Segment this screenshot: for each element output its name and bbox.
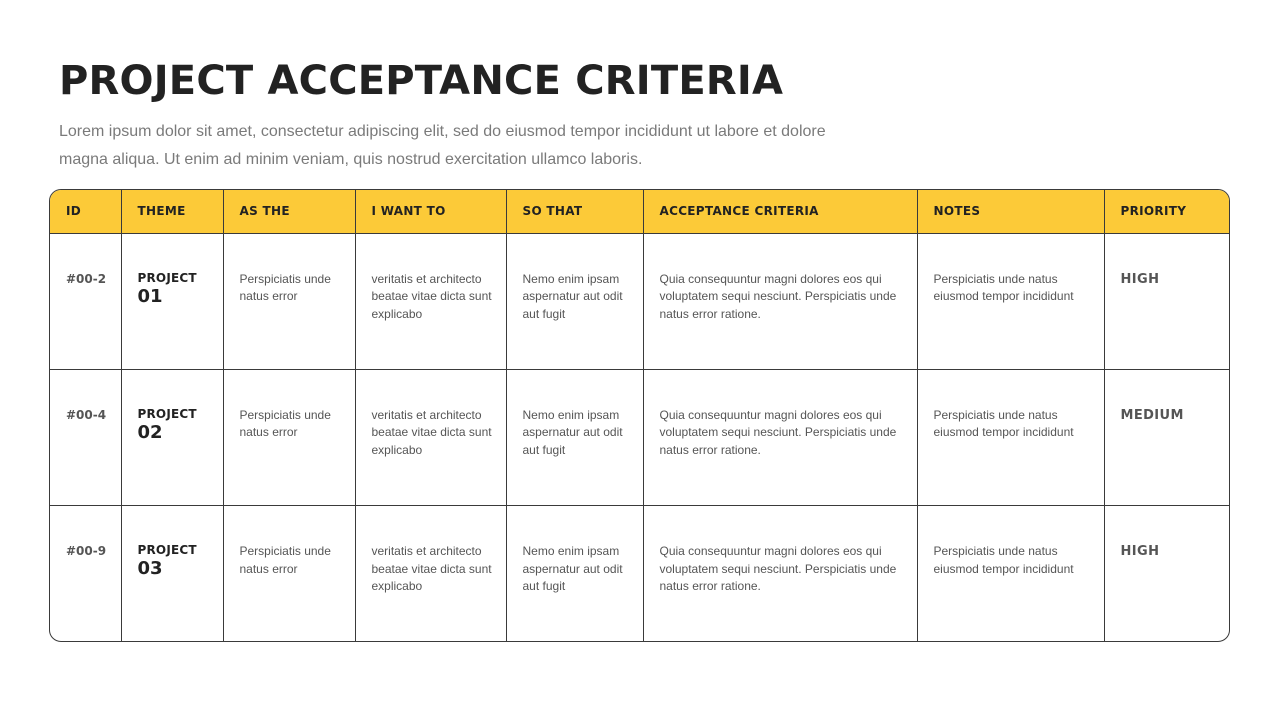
table-row [50,233,1230,369]
header-acceptance-criteria: ACCEPTANCE CRITERIA [643,190,917,233]
header-id: ID [50,190,121,233]
theme-label: PROJECT [137,543,197,558]
cell-as-the: Perspiciatis unde natus error [223,506,355,641]
header-so-that: SO THAT [506,190,643,233]
header-i-want-to: I WANT TO [355,190,506,233]
cell-notes: Perspiciatis unde natus eiusmod tempor incididunt [917,369,1104,505]
cell-so-that: Nemo enim ipsam aspernatur aut odit aut fugit [506,369,643,505]
cell-id: #00-9 [50,506,121,641]
cell-theme [121,506,223,641]
acceptance-criteria-table [49,189,1230,642]
table-row [50,506,1230,641]
table-body [50,233,1230,641]
cell-id: #00-4 [50,369,121,505]
header-as-the: AS THE [223,190,355,233]
theme-label: PROJECT [137,270,197,285]
cell-id: #00-2 [50,233,121,369]
table-header [50,190,1230,233]
cell-acceptance-criteria: Quia consequuntur magni dolores eos qui voluptatem sequi nesciunt. Perspiciatis unde natus error ratione. [643,233,917,369]
cell-priority: HIGH [1104,233,1230,369]
cell-theme [121,369,223,505]
cell-so-that: Nemo enim ipsam aspernatur aut odit aut fugit [506,506,643,641]
cell-notes: Perspiciatis unde natus eiusmod tempor incididunt [917,506,1104,641]
cell-notes: Perspiciatis unde natus eiusmod tempor incididunt [917,233,1104,369]
cell-i-want-to: veritatis et architecto beatae vitae dicta sunt explicabo [355,233,506,369]
theme-number: 01 [137,285,163,307]
table-row [50,369,1230,505]
header-theme: THEME [121,190,223,233]
theme-number: 02 [137,421,163,443]
cell-acceptance-criteria: Quia consequuntur magni dolores eos qui voluptatem sequi nesciunt. Perspiciatis unde natus error ratione. [643,369,917,505]
page-title: PROJECT ACCEPTANCE CRITERIA [59,58,784,104]
theme-number: 03 [137,558,163,580]
header-priority: PRIORITY [1104,190,1230,233]
cell-i-want-to: veritatis et architecto beatae vitae dicta sunt explicabo [355,369,506,505]
header-row [50,190,1230,233]
cell-priority: HIGH [1104,506,1230,641]
page-subtitle: Lorem ipsum dolor sit amet, consectetur adipiscing elit, sed do eiusmod tempor incididunt ut labore et dolore magna aliqua. Ut enim ad minim veniam, quis nostrud exercitation ullamco laboris. [59,123,826,168]
header-notes: NOTES [917,190,1104,233]
cell-theme [121,233,223,369]
theme-label: PROJECT [137,406,197,421]
cell-as-the: Perspiciatis unde natus error [223,233,355,369]
cell-as-the: Perspiciatis unde natus error [223,369,355,505]
cell-so-that: Nemo enim ipsam aspernatur aut odit aut fugit [506,233,643,369]
cell-i-want-to: veritatis et architecto beatae vitae dicta sunt explicabo [355,506,506,641]
cell-acceptance-criteria: Quia consequuntur magni dolores eos qui voluptatem sequi nesciunt. Perspiciatis unde natus error ratione. [643,506,917,641]
cell-priority: MEDIUM [1104,369,1230,505]
